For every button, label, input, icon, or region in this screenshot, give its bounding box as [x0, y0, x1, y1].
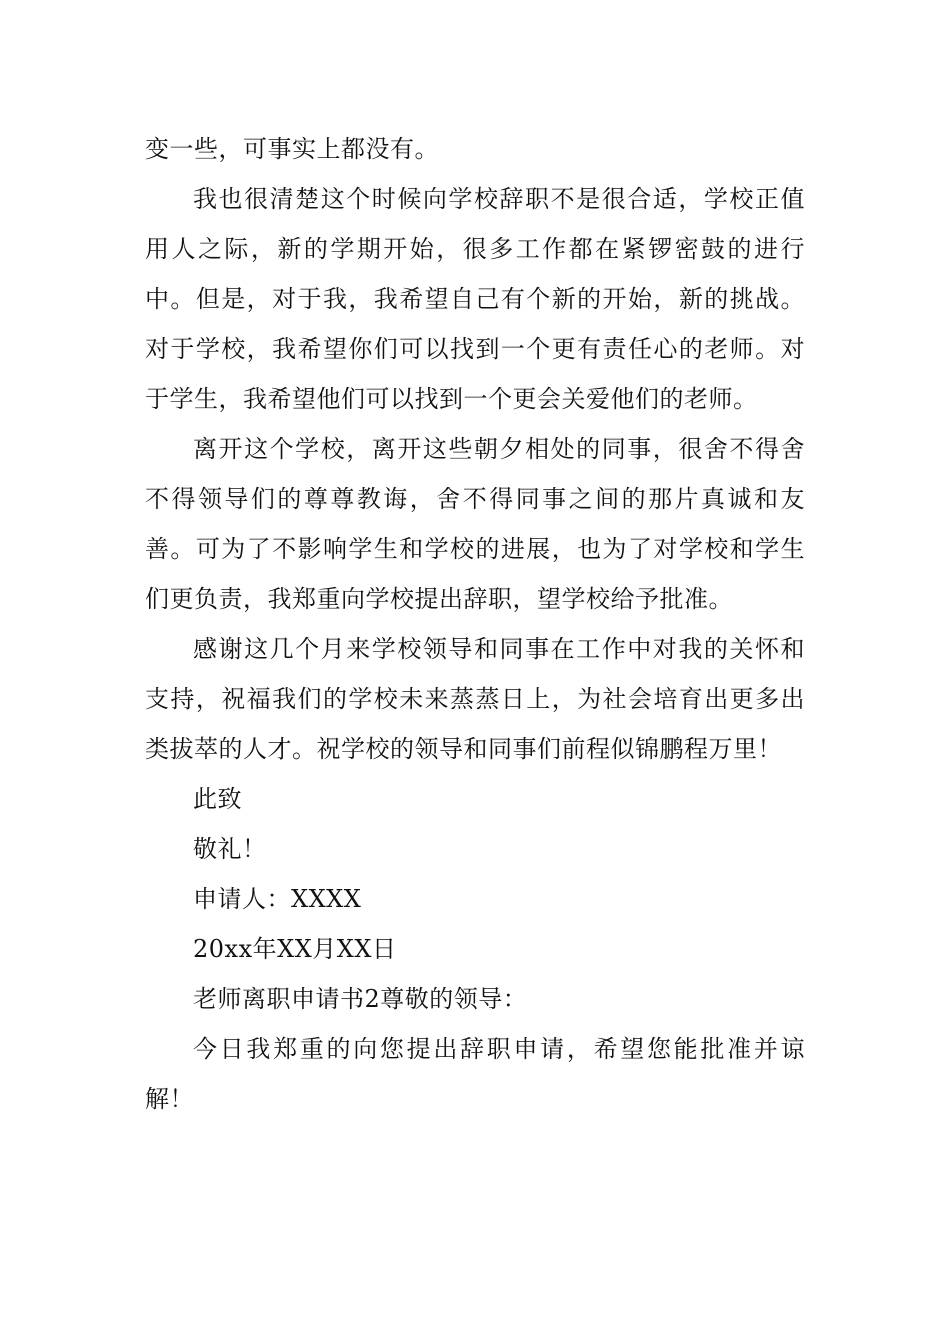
closing-line: 此致	[193, 785, 242, 813]
paragraph-thanks: 感谢这几个月来学校领导和同事在工作中对我的关怀和支持，祝福我们的学校未来蒸蒸日上，为社会培育出更多出类拔萃的人才。祝学校的领导和同事们前程似锦鹏程万里！	[145, 635, 805, 763]
letter-body	[145, 124, 805, 1124]
salute-line: 敬礼！	[193, 835, 267, 863]
paragraph-continuation: 变一些，可事实上都没有。	[145, 135, 439, 163]
paragraph-next-letter: 今日我郑重的向您提出辞职申请，希望您能批准并谅解！	[145, 1035, 805, 1113]
paragraph-farewell: 离开这个学校，离开这些朝夕相处的同事，很舍不得舍不得领导们的尊尊教诲，舍不得同事之间的那片真诚和友善。可为了不影响学生和学校的进展，也为了对学校和学生们更负责，我郑重向学校提出辞职，望学校给予批准。	[145, 435, 805, 613]
date-line: 20xx年XX月XX日	[193, 935, 397, 963]
paragraph-reason: 我也很清楚这个时候向学校辞职不是很合适，学校正值用人之际，新的学期开始，很多工作都在紧锣密鼓的进行中。但是，对于我，我希望自己有个新的开始，新的挑战。对于学校，我希望你们可以找到一个更有责任心的老师。对于学生，我希望他们可以找到一个更会关爱他们的老师。	[145, 185, 805, 413]
applicant-line: 申请人：XXXX	[193, 885, 362, 913]
next-letter-title: 老师离职申请书2尊敬的领导：	[193, 985, 528, 1013]
